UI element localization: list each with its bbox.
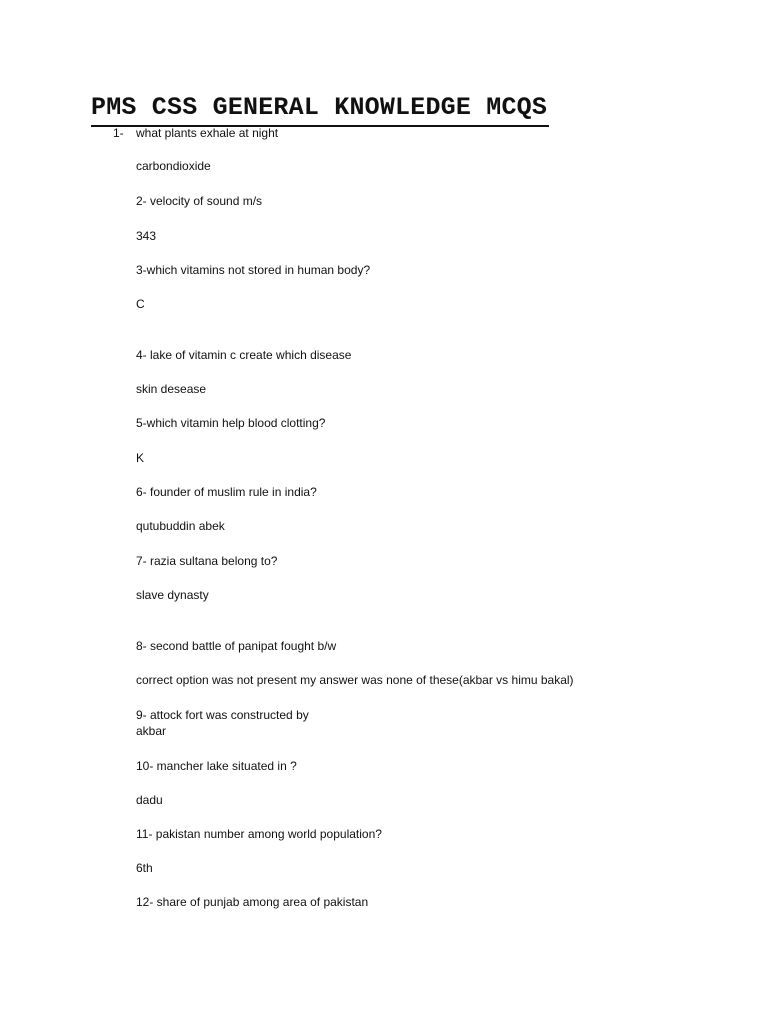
question-3: 3-which vitamins not stored in human body? (136, 263, 371, 277)
answer-3: C (136, 297, 145, 311)
answer-2: 343 (136, 229, 157, 243)
question-7: 7- razia sultana belong to? (136, 554, 278, 568)
answer-6: qutubuddin abek (136, 519, 225, 533)
document-title: PMS CSS GENERAL KNOWLEDGE MCQS (91, 91, 549, 127)
answer-4: skin desease (136, 382, 207, 396)
question-2: 2- velocity of sound m/s (136, 194, 263, 208)
question-12: 12- share of punjab among area of pakistan (136, 895, 369, 909)
question-1-number: 1- (113, 126, 124, 140)
answer-1: carbondioxide (136, 159, 211, 173)
question-6: 6- founder of muslim rule in india? (136, 485, 317, 499)
answer-7: slave dynasty (136, 588, 209, 602)
question-11: 11- pakistan number among world population? (136, 827, 382, 841)
answer-10: dadu (136, 793, 163, 807)
question-9: 9- attock fort was constructed by (136, 708, 309, 722)
answer-11: 6th (136, 861, 153, 875)
question-8: 8- second battle of panipat fought b/w (136, 639, 337, 653)
answer-5: K (136, 451, 145, 465)
answer-8: correct option was not present my answer was none of these(akbar vs himu bakal) (136, 673, 574, 687)
answer-9: akbar (136, 724, 167, 738)
question-5: 5-which vitamin help blood clotting? (136, 416, 326, 430)
question-4: 4- lake of vitamin c create which disease (136, 348, 352, 362)
question-10: 10- mancher lake situated in ? (136, 759, 297, 773)
question-1-text: what plants exhale at night (136, 126, 279, 140)
